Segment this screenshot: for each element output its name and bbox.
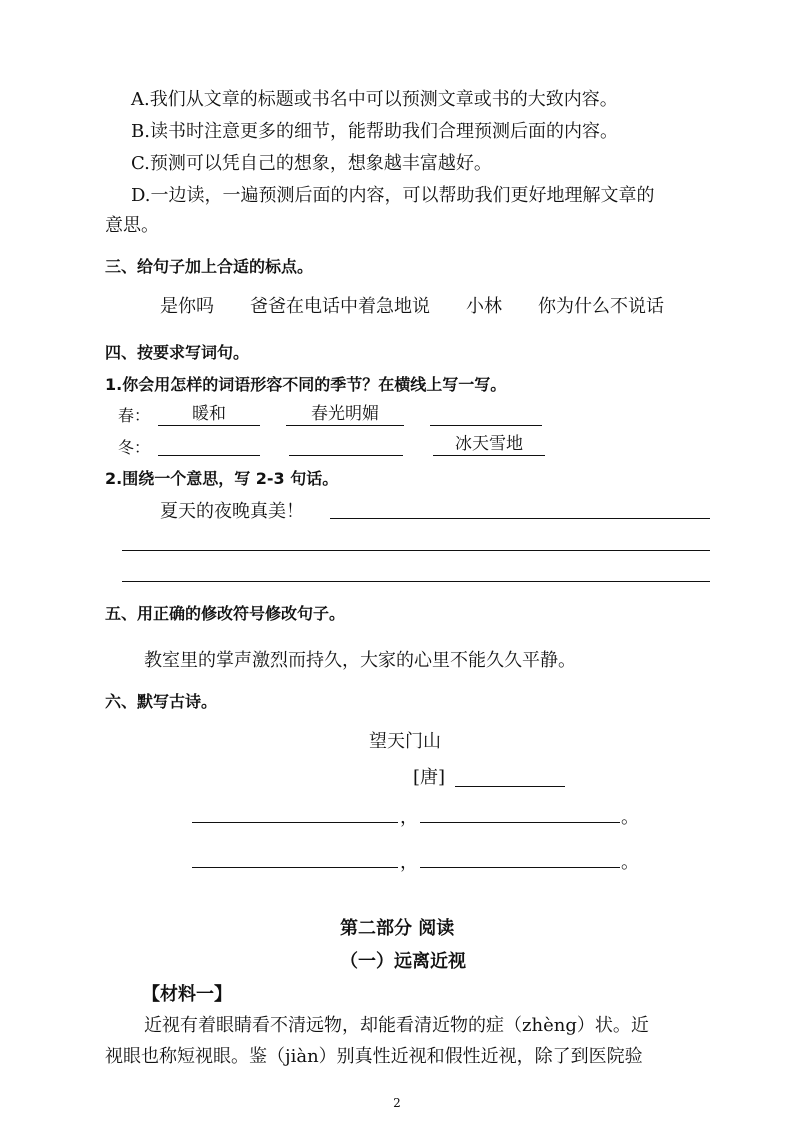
winter-blank-3[interactable]: [433, 455, 545, 456]
poem-line-1a[interactable]: [192, 822, 398, 823]
spring-answer-2: 春光明媚: [311, 404, 379, 424]
option-d-line1: D.一边读，一遍预测后面的内容，可以帮助我们更好地理解文章的: [131, 185, 655, 206]
sentence-part-4: 你为什么不说话: [538, 296, 664, 317]
poem-period-2: 。: [621, 852, 639, 873]
option-a: A.我们从文章的标题或书名中可以预测文章或书的大致内容。: [131, 89, 618, 110]
writing-line-1[interactable]: [330, 518, 710, 519]
writing-line-2[interactable]: [122, 550, 710, 551]
part-2-title: 第二部分 阅读: [340, 918, 455, 939]
option-c: C.预测可以凭自己的想象，想象越丰富越好。: [131, 153, 492, 174]
winter-label: 冬：: [118, 438, 151, 457]
poem-comma-1: ，: [400, 807, 418, 828]
question-4-2: 2.围绕一个意思，写 2-3 句话。: [105, 469, 339, 488]
sentence-part-1: 是你吗: [160, 296, 214, 317]
section-3-heading: 三、给句子加上合适的标点。: [105, 257, 314, 276]
spring-blank-3[interactable]: [430, 425, 542, 426]
poem-line-2b[interactable]: [420, 867, 620, 868]
poem-period-1: 。: [621, 807, 639, 828]
reading-paragraph-line-1: 近视有着眼睛看不清远物，却能看清近物的症（zhèng）状。近: [144, 1015, 649, 1036]
page-number: 2: [393, 1096, 401, 1110]
poem-title: 望天门山: [369, 731, 441, 752]
section-4-heading: 四、按要求写词句。: [105, 343, 250, 362]
spring-answer-1: 暖和: [192, 404, 226, 424]
section-6-heading: 六、默写古诗。: [105, 692, 218, 711]
punctuation-sentence: [160, 295, 664, 319]
sentence-part-2: 爸爸在电话中着急地说: [250, 296, 430, 317]
option-d-line2: 意思。: [105, 215, 159, 236]
spring-label: 春：: [118, 406, 151, 425]
poem-dynasty: [唐]: [413, 767, 446, 788]
winter-answer-3: 冰天雪地: [455, 434, 523, 454]
question-4-1: 1.你会用怎样的词语形容不同的季节？在横线上写一写。: [105, 375, 507, 394]
winter-blank-1[interactable]: [158, 455, 260, 456]
writing-line-3[interactable]: [122, 581, 710, 582]
poem-line-1b[interactable]: [420, 822, 620, 823]
correction-sentence: 教室里的掌声激烈而持久，大家的心里不能久久平静。: [144, 650, 576, 671]
option-b: B.读书时注意更多的细节，能帮助我们合理预测后面的内容。: [131, 121, 618, 142]
summer-night-sentence: 夏天的夜晚真美！: [160, 501, 304, 522]
section-5-heading: 五、用正确的修改符号修改句子。: [105, 604, 346, 623]
sentence-part-3: 小林: [466, 296, 502, 317]
material-1-label: 【材料一】: [142, 984, 232, 1005]
poem-comma-2: ，: [400, 852, 418, 873]
spring-blank-2[interactable]: [286, 425, 404, 426]
reading-paragraph-line-2: 视眼也称短视眼。鉴（jiàn）别真性近视和假性近视，除了到医院验: [105, 1046, 643, 1067]
winter-blank-2[interactable]: [289, 455, 403, 456]
poem-author-blank[interactable]: [455, 786, 565, 787]
part-2-subtitle: （一）远离近视: [340, 951, 466, 972]
spring-blank-1[interactable]: [158, 425, 260, 426]
poem-line-2a[interactable]: [192, 867, 398, 868]
